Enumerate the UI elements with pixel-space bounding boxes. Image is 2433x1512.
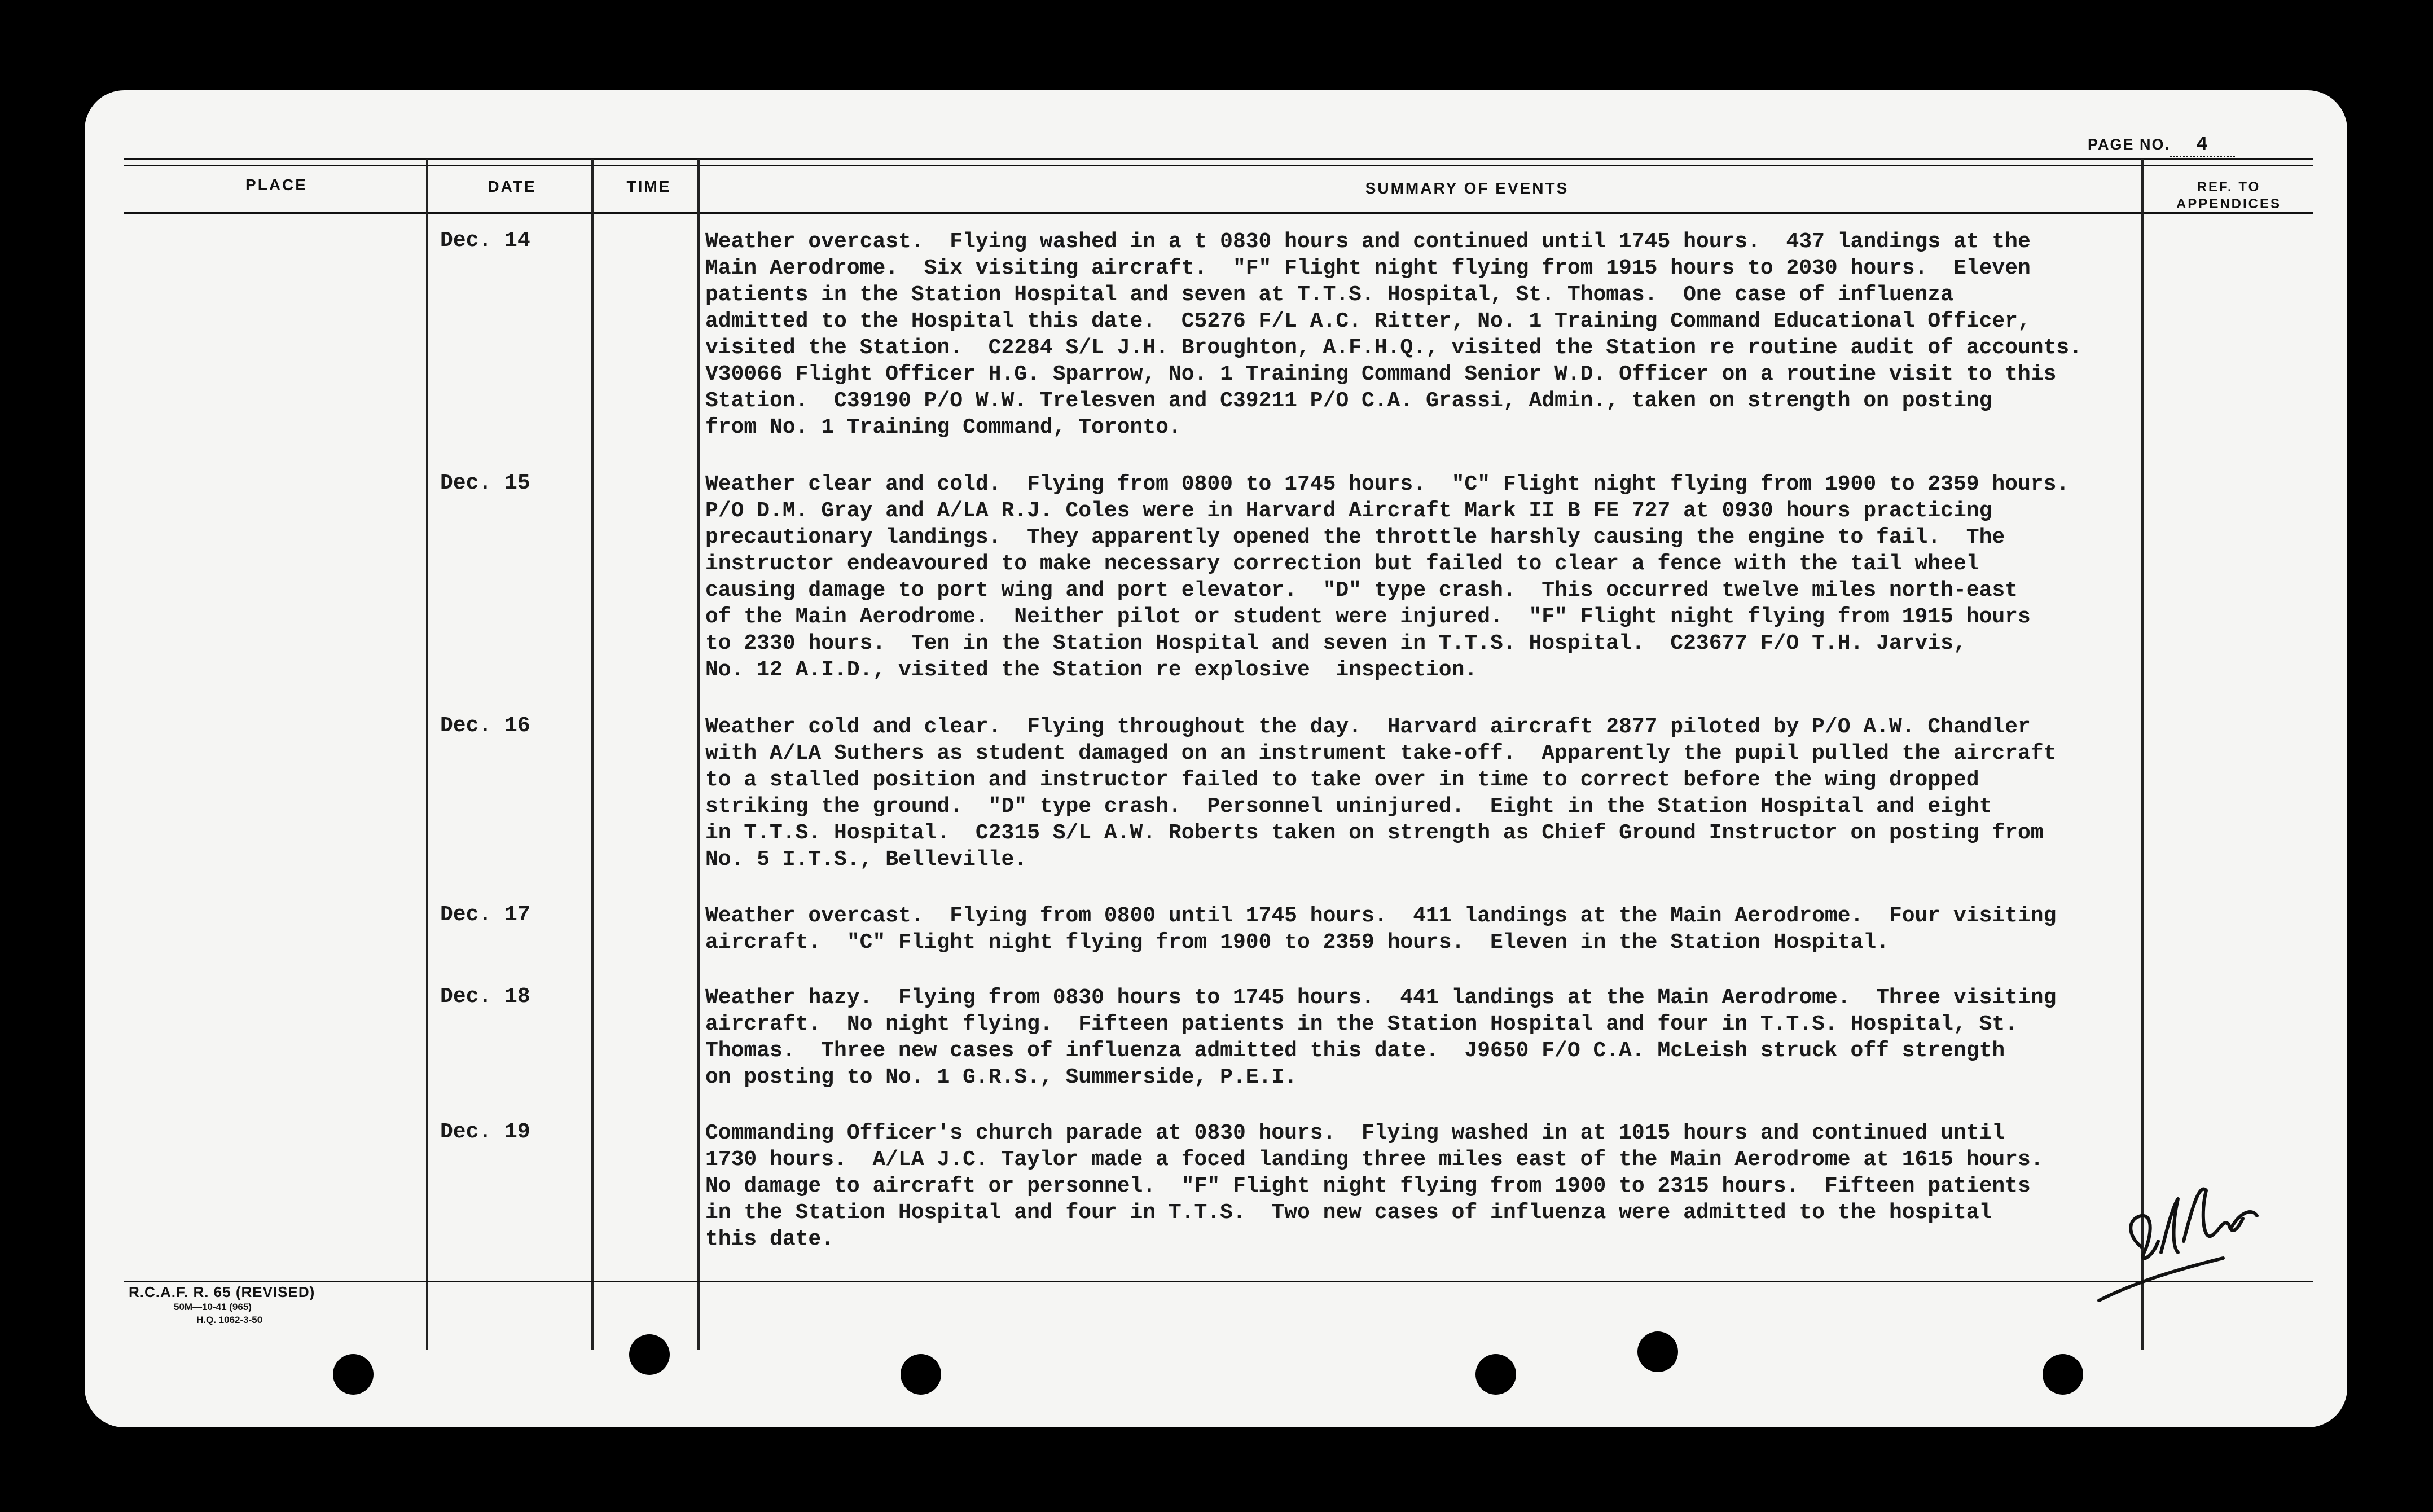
- entry-line: with A/LA Suthers as student damaged on an instrument take-off. Apparently the pupil pulled the aircraft: [705, 741, 2057, 766]
- handwritten-signature: [2088, 1173, 2280, 1309]
- entry-line: admitted to the Hospital this date. C5276 F/L A.C. Ritter, No. 1 Training Command Educational Officer,: [705, 309, 2031, 333]
- entry-line: Station. C39190 P/O W.W. Trelesven and C39211 P/O C.A. Grassi, Admin., taken on strength on posting: [705, 389, 1992, 413]
- entry-line: No. 12 A.I.D., visited the Station re explosive inspection.: [705, 658, 1478, 682]
- entry-summary: [705, 228, 2251, 441]
- record-card: [85, 90, 2347, 1427]
- entry-line: this date.: [705, 1227, 835, 1251]
- entry-line: Weather overcast. Flying from 0800 until 1745 hours. 411 landings at the Main Aerodrome. Four visiting: [705, 904, 2057, 928]
- column-header-date: DATE: [488, 178, 537, 195]
- form-name: R.C.A.F. R. 65 (REVISED): [129, 1284, 315, 1300]
- entry-line: patients in the Station Hospital and seven at T.T.S. Hospital, St. Thomas. One case of influenza: [705, 283, 1953, 307]
- entry-line: aircraft. No night flying. Fifteen patients in the Station Hospital and four in T.T.S. Hospital, St.: [705, 1012, 2018, 1036]
- punch-hole: [1637, 1331, 1678, 1372]
- entry-line: precautionary landings. They apparently opened the throttle harshly causing the engine to fail. The: [705, 525, 2005, 550]
- entry-date: Dec. 19: [440, 1120, 530, 1144]
- punch-hole: [901, 1354, 941, 1395]
- footer-rule: [124, 1281, 2313, 1282]
- entry-date: Dec. 16: [440, 714, 530, 738]
- column-header-ref-line1: REF. TO: [2197, 179, 2261, 195]
- print-code-1: 50M—10-41 (965): [174, 1302, 252, 1312]
- column-header-ref-line2: APPENDICES: [2176, 196, 2282, 212]
- rule-place-date: [426, 159, 428, 1350]
- entry-line: of the Main Aerodrome. Neither pilot or student were injured. "F" Flight night flying from 1915 hours: [705, 605, 2031, 629]
- entry-line: Commanding Officer's church parade at 0830 hours. Flying washed in at 1015 hours and continued until: [705, 1121, 2005, 1145]
- entry-line: visited the Station. C2284 S/L J.H. Broughton, A.F.H.Q., visited the Station re routine audit of accounts.: [705, 336, 2082, 360]
- entry-summary: [705, 714, 2251, 873]
- entry-line: Weather hazy. Flying from 0830 hours to 1745 hours. 441 landings at the Main Aerodrome. Three visiting: [705, 986, 2057, 1010]
- header-top-rule: [124, 158, 2313, 160]
- entry-summary: [705, 984, 2251, 1091]
- header-top-rule-2: [124, 165, 2313, 166]
- punch-hole: [1475, 1354, 1516, 1395]
- entry-summary: [705, 1120, 2251, 1252]
- entry-line: V30066 Flight Officer H.G. Sparrow, No. 1 Training Command Senior W.D. Officer on a routine visit to this: [705, 362, 2057, 386]
- entry-date: Dec. 15: [440, 471, 530, 495]
- entry-line: Weather overcast. Flying washed in a t 0830 hours and continued until 1745 hours. 437 landings at the: [705, 230, 2031, 254]
- entry-line: No damage to aircraft or personnel. "F" Flight night flying from 1900 to 2315 hours. Fifteen patients: [705, 1174, 2031, 1198]
- entry-line: P/O D.M. Gray and A/LA R.J. Coles were in Harvard Aircraft Mark II B FE 727 at 0930 hours practicing: [705, 499, 1992, 523]
- entry-line: to 2330 hours. Ten in the Station Hospital and seven in T.T.S. Hospital. C23677 F/O T.H. Jarvis,: [705, 631, 1966, 656]
- entry-line: in T.T.S. Hospital. C2315 S/L A.W. Roberts taken on strength as Chief Ground Instructor on posting from: [705, 821, 2044, 845]
- punch-hole: [333, 1354, 374, 1395]
- rule-time-summary: [697, 159, 700, 1350]
- header-bottom-rule: [124, 212, 2313, 214]
- entry-line: in the Station Hospital and four in T.T.S. Two new cases of influenza were admitted to the hospital: [705, 1201, 1992, 1225]
- entry-line: Weather cold and clear. Flying throughout the day. Harvard aircraft 2877 piloted by P/O A.W. Chandler: [705, 715, 2031, 739]
- punch-hole: [629, 1334, 670, 1375]
- entry-line: from No. 1 Training Command, Toronto.: [705, 415, 1182, 439]
- entry-line: to a stalled position and instructor failed to take over in time to correct before the wing dropped: [705, 768, 1979, 792]
- entry-date: Dec. 18: [440, 984, 530, 1009]
- column-header-summary: SUMMARY OF EVENTS: [1365, 179, 1569, 197]
- column-header-time: TIME: [626, 178, 671, 195]
- column-header-place: PLACE: [245, 176, 308, 194]
- rule-date-time: [591, 159, 594, 1350]
- page-number: 4: [2170, 134, 2235, 157]
- entry-line: 1730 hours. A/LA J.C. Taylor made a foced landing three miles east of the Main Aerodrome at 1615 hours.: [705, 1148, 2044, 1172]
- entry-line: Thomas. Three new cases of influenza admitted this date. J9650 F/O C.A. McLeish struck off strength: [705, 1039, 2005, 1063]
- entry-line: causing damage to port wing and port elevator. "D" type crash. This occurred twelve miles north-east: [705, 578, 2018, 603]
- entry-date: Dec. 17: [440, 903, 530, 927]
- entry-summary: [705, 471, 2251, 683]
- page-number-label: PAGE NO. 4: [2088, 134, 2235, 157]
- entry-line: on posting to No. 1 G.R.S., Summerside, P.E.I.: [705, 1065, 1297, 1089]
- entry-line: Main Aerodrome. Six visiting aircraft. "F" Flight night flying from 1915 hours to 2030 hours. Eleven: [705, 256, 2031, 280]
- entry-line: aircraft. "C" Flight night flying from 1900 to 2359 hours. Eleven in the Station Hospital.: [705, 930, 1889, 955]
- entry-line: No. 5 I.T.S., Belleville.: [705, 847, 1027, 872]
- entry-line: striking the ground. "D" type crash. Personnel uninjured. Eight in the Station Hospital and eight: [705, 794, 1992, 819]
- entry-date: Dec. 14: [440, 228, 530, 253]
- entry-line: instructor endeavoured to make necessary correction but failed to clear a fence with the tail wheel: [705, 552, 1979, 576]
- entry-line: Weather clear and cold. Flying from 0800 to 1745 hours. "C" Flight night flying from 1900 to 2359 hours.: [705, 472, 2070, 496]
- entry-summary: [705, 903, 2251, 956]
- print-code-2: H.Q. 1062-3-50: [196, 1315, 263, 1325]
- punch-hole: [2043, 1354, 2083, 1395]
